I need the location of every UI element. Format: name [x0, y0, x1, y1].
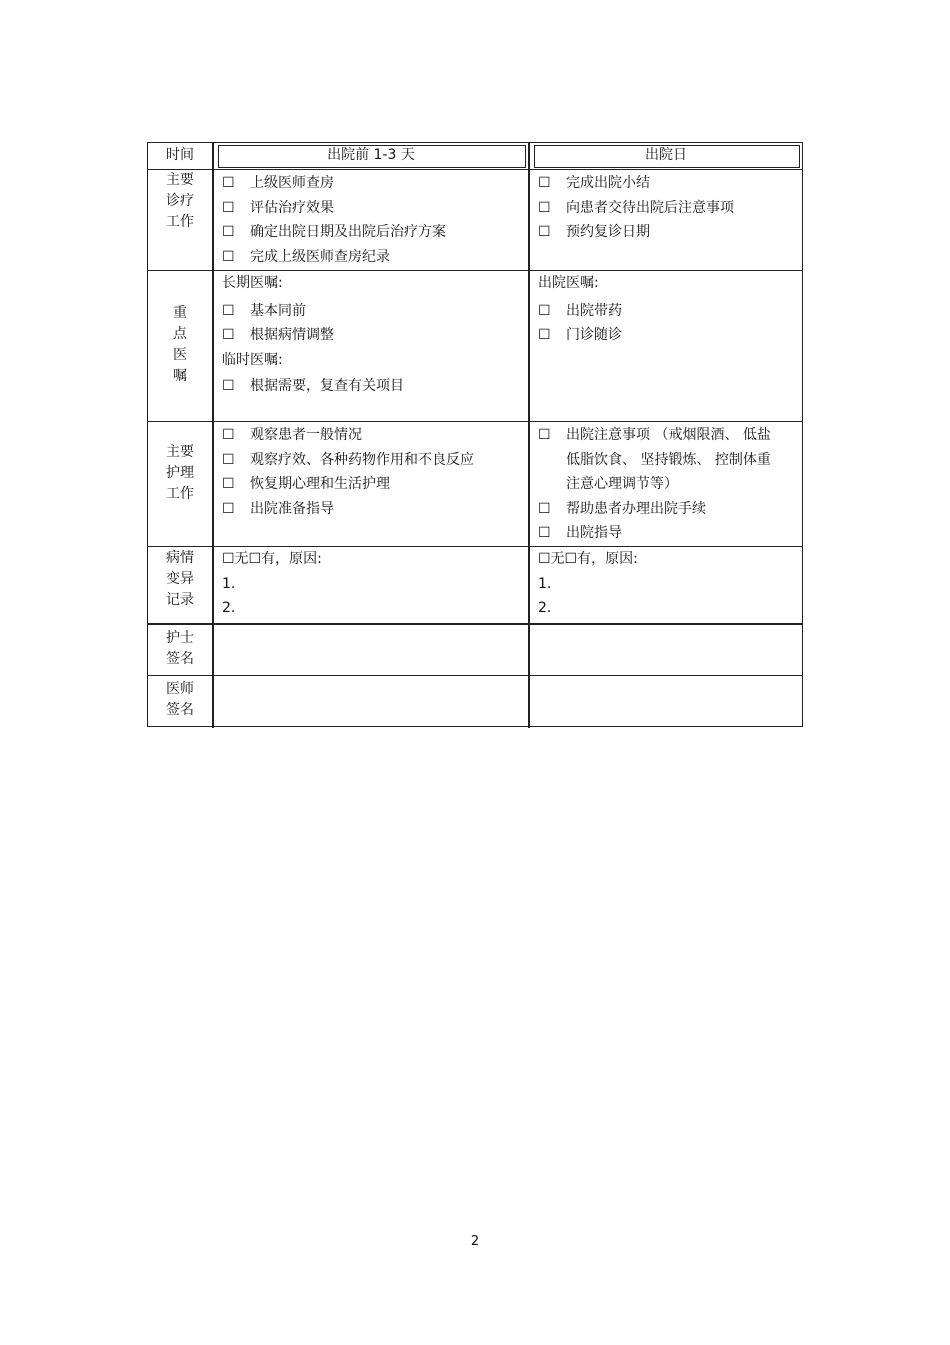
- label-line: 变异: [166, 571, 194, 587]
- checkbox-icon[interactable]: ☐: [222, 500, 235, 517]
- header-time-label: 时间: [166, 147, 194, 163]
- checkbox-icon[interactable]: ☐: [538, 302, 551, 319]
- list-item: ☐ 根据需要，复查有关项目: [222, 374, 528, 399]
- doctor-signature-row: [148, 675, 802, 728]
- label-line: 医师: [166, 681, 194, 697]
- variation-reason-1: 1.: [538, 575, 552, 592]
- variation-mid-cell: [212, 547, 528, 623]
- list-item: ☐ 完成出院小结: [538, 171, 802, 196]
- label-line: 签名: [166, 702, 194, 718]
- doctor-sign-field-right[interactable]: [528, 676, 802, 728]
- orders-label-cell: [148, 271, 212, 421]
- header-right-box: [534, 145, 800, 168]
- label-line: 护士: [166, 630, 194, 646]
- list-item: ☐ 出院指导: [538, 521, 802, 546]
- variation-label-cell: [148, 547, 212, 623]
- label-line: 记录: [166, 592, 194, 608]
- nurse-sign-label-cell: [148, 625, 212, 675]
- list-item: ☐ 根据病情调整: [222, 323, 528, 348]
- diagnosis-mid-cell: [212, 170, 528, 270]
- list-item: ☐ 出院带药: [538, 299, 802, 324]
- nursing-mid-cell: [212, 422, 528, 546]
- checkbox-icon[interactable]: ☐: [538, 500, 551, 517]
- page-number: 2: [470, 1234, 480, 1249]
- diagnosis-row: [148, 169, 802, 270]
- variation-row: [148, 546, 802, 623]
- list-item: ☐ 帮助患者办理出院手续: [538, 497, 802, 522]
- list-item: ☐ 预约复诊日期: [538, 220, 802, 245]
- variation-right-cell: [528, 547, 802, 623]
- temporary-orders-title: 临时医嘱:: [222, 351, 283, 368]
- list-item: ☐ 门诊随诊: [538, 323, 802, 348]
- discharge-pathway-table: [147, 142, 803, 727]
- label-line: 病情: [166, 550, 194, 566]
- diagnosis-label-cell: [148, 170, 212, 270]
- orders-right-cell: [528, 271, 802, 421]
- header-time-cell: [148, 143, 212, 169]
- label-line: 点: [173, 326, 187, 342]
- checkbox-icon[interactable]: ☐: [222, 199, 235, 216]
- checkbox-icon[interactable]: ☐: [222, 427, 235, 443]
- list-item: ☐ 向患者交待出院后注意事项: [538, 196, 802, 221]
- list-item: ☐ 恢复期心理和生活护理: [222, 472, 528, 497]
- doctor-sign-label-cell: [148, 676, 212, 728]
- label-line: 医: [173, 347, 187, 363]
- nursing-right-cell: [528, 422, 802, 546]
- header-mid-label: 出院前 1-3 天: [327, 147, 415, 163]
- checkbox-icon[interactable]: ☐: [222, 451, 235, 468]
- discharge-orders-title: 出院医嘱:: [538, 275, 599, 291]
- checkbox-icon[interactable]: ☐: [538, 427, 551, 443]
- checkbox-icon[interactable]: ☐: [222, 378, 235, 394]
- label-line: 工作: [166, 214, 194, 230]
- list-item: ☐ 完成上级医师查房纪录: [222, 245, 528, 270]
- nurse-signature-row: [148, 623, 802, 675]
- list-item: ☐ 出院准备指导: [222, 497, 528, 522]
- checkbox-icon[interactable]: ☐: [222, 224, 235, 240]
- label-line: 嘱: [173, 368, 187, 384]
- doctor-sign-field-mid[interactable]: [212, 676, 528, 728]
- label-line: 签名: [166, 651, 194, 667]
- variation-option[interactable]: ☐无☐有，原因:: [538, 551, 638, 567]
- diagnosis-right-cell: [528, 170, 802, 270]
- orders-row: [148, 270, 802, 421]
- checkbox-icon[interactable]: ☐: [538, 199, 551, 216]
- label-line: 主要: [166, 444, 194, 460]
- checkbox-icon[interactable]: ☐: [538, 327, 551, 343]
- list-item: ☐ 确定出院日期及出院后治疗方案: [222, 220, 528, 245]
- table-header-row: [148, 143, 802, 169]
- nurse-sign-field-mid[interactable]: [212, 625, 528, 675]
- checkbox-icon[interactable]: ☐: [538, 224, 551, 240]
- checkbox-icon[interactable]: ☐: [222, 476, 235, 492]
- label-line: 诊疗: [166, 193, 194, 209]
- variation-reason-2: 2.: [222, 600, 236, 616]
- list-item-continuation: 低脂饮食、 坚持锻炼、 控制体重: [566, 451, 771, 468]
- label-line: 工作: [166, 486, 194, 502]
- header-right-cell: [528, 143, 802, 169]
- checkbox-icon[interactable]: ☐: [538, 175, 551, 191]
- checkbox-icon[interactable]: ☐: [222, 175, 235, 191]
- checkbox-icon[interactable]: ☐: [538, 525, 551, 541]
- label-line: 主要: [166, 172, 194, 188]
- list-item: ☐ 基本同前: [222, 299, 528, 324]
- variation-option[interactable]: ☐无☐有，原因:: [222, 551, 322, 567]
- list-item-continuation: 注意心理调节等）: [566, 476, 678, 492]
- list-item: ☐ 评估治疗效果: [222, 196, 528, 221]
- nursing-label-cell: [148, 422, 212, 546]
- list-item: ☐ 上级医师查房: [222, 171, 528, 196]
- checkbox-icon[interactable]: ☐: [222, 302, 235, 319]
- variation-reason-1: 1.: [222, 575, 236, 592]
- orders-mid-cell: [212, 271, 528, 421]
- checkbox-icon[interactable]: ☐: [222, 248, 235, 265]
- checkbox-icon[interactable]: ☐: [222, 327, 235, 343]
- list-item: ☐ 观察疗效、各种药物作用和不良反应: [222, 448, 528, 473]
- header-right-label: 出院日: [645, 147, 687, 163]
- header-mid-box: [218, 145, 526, 168]
- label-line: 护理: [166, 465, 194, 481]
- long-term-orders-title: 长期医嘱:: [222, 275, 283, 291]
- list-item: ☐ 观察患者一般情况: [222, 423, 528, 448]
- variation-reason-2: 2.: [538, 600, 552, 616]
- nursing-row: [148, 421, 802, 546]
- header-mid-cell: [212, 143, 528, 169]
- label-line: 重: [173, 305, 187, 321]
- list-item: ☐ 出院注意事项 （戒烟限酒、 低盐: [538, 423, 802, 448]
- nurse-sign-field-right[interactable]: [528, 625, 802, 675]
